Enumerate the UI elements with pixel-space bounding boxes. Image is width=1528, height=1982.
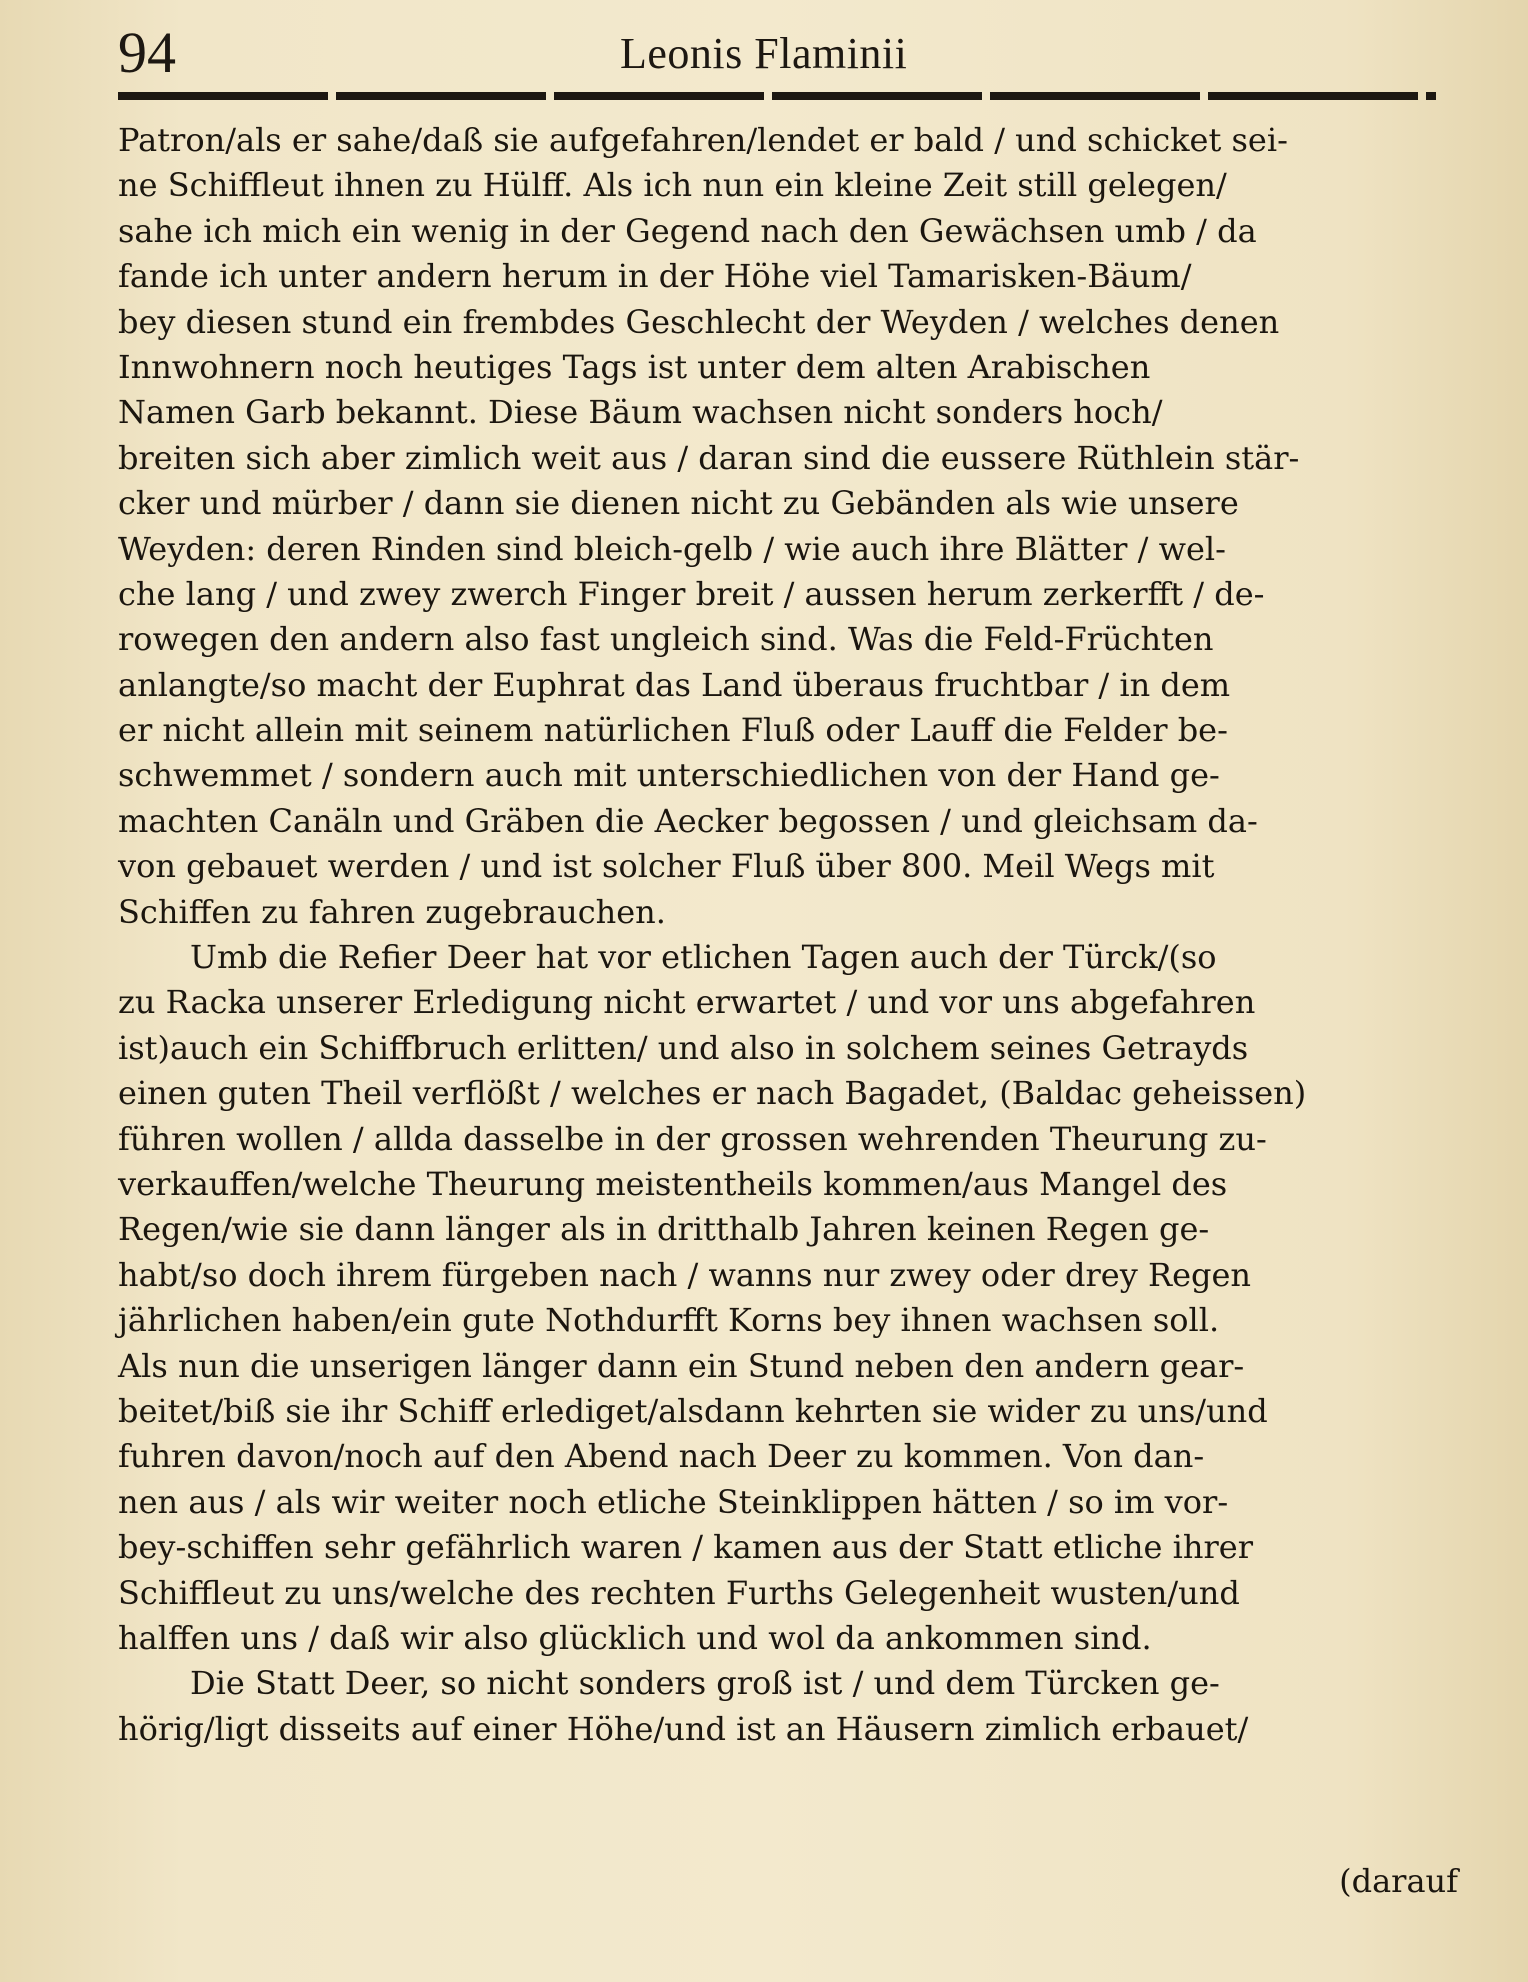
text-line: ist)auch ein Schiffbruch erlitten/ und also in solchem seines Getrayds	[118, 1028, 1249, 1067]
text-line: Innwohnern noch heutiges Tags ist unter dem alten Arabischen	[118, 347, 1151, 386]
text-line: verkauffen/welche Theurung meistentheils kommen/aus Mangel des	[118, 1164, 1228, 1203]
text-line: breiten sich aber zimlich weit aus / daran sind die eussere Rüthlein stär-	[118, 438, 1300, 477]
text-line: hörig/ligt disseits auf einer Höhe/und ist an Häusern zimlich erbauet/	[118, 1709, 1249, 1748]
text-line: habt/so doch ihrem fürgeben nach / wanns nur zwey oder drey Regen	[118, 1255, 1252, 1294]
text-line: Schiffen zu fahren zugebrauchen.	[118, 892, 666, 931]
text-line: halffen uns / daß wir also glücklich und wol da ankommen sind.	[118, 1618, 1152, 1657]
paragraph-start-line: Die Statt Deer, so nicht sonders groß ist / und dem Türcken ge-	[190, 1664, 1220, 1703]
text-line: zu Racka unserer Erledigung nicht erwartet / und vor uns abgefahren	[118, 983, 1256, 1022]
paragraph-start-line: Umb die Refier Deer hat vor etlichen Tagen auch der Türck/(so	[190, 938, 1217, 977]
text-line: anlangte/so macht der Euphrat das Land überaus fruchtbar / in dem	[118, 665, 1231, 704]
text-line: einen guten Theil verflößt / welches er nach Bagadet, (Baldac geheissen)	[118, 1074, 1307, 1113]
running-head: Leonis Flaminii	[620, 29, 908, 78]
page-number: 94	[118, 20, 176, 85]
text-line: jährlichen haben/ein gute Nothdurfft Korns bey ihnen wachsen soll.	[118, 1301, 1220, 1340]
catchword: (darauf	[1339, 1862, 1458, 1900]
text-line: sahe ich mich ein wenig in der Gegend nach den Gewächsen umb / da	[118, 211, 1257, 250]
text-line: führen wollen / allda dasselbe in der grossen wehrenden Theurung zu-	[118, 1119, 1267, 1158]
text-line: fuhren davon/noch auf den Abend nach Deer zu kommen. Von dan-	[118, 1437, 1205, 1476]
body-text	[118, 118, 1443, 1752]
page-header	[110, 20, 1450, 94]
text-line: ne Schiffleut ihnen zu Hülff. Als ich nun ein kleine Zeit still gelegen/	[118, 166, 1227, 205]
text-line: che lang / und zwey zwerch Finger breit / aussen herum zerkerfft / de-	[118, 574, 1265, 613]
text-line: von gebauet werden / und ist solcher Fluß über 800. Meil Wegs mit	[118, 847, 1215, 886]
text-line: beitet/biß sie ihr Schiff erlediget/alsdann kehrten sie wider zu uns/und	[118, 1391, 1268, 1430]
text-line: schwemmet / sondern auch mit unterschiedlichen von der Hand ge-	[118, 756, 1220, 795]
text-line: Namen Garb bekannt. Diese Bäum wachsen nicht sonders hoch/	[118, 393, 1163, 432]
text-line: cker und mürber / dann sie dienen nicht zu Gebänden als wie unsere	[118, 484, 1239, 523]
text-line: Weyden: deren Rinden sind bleich-gelb / wie auch ihre Blätter / wel-	[118, 529, 1226, 568]
text-line: machten Canäln und Gräben die Aecker begossen / und gleichsam da-	[118, 801, 1258, 840]
text-line: rowegen den andern also fast ungleich sind. Was die Feld-Früchten	[118, 620, 1214, 659]
text-line: bey diesen stund ein frembdes Geschlecht der Weyden / welches denen	[118, 302, 1280, 341]
text-line: Regen/wie sie dann länger als in dritthalb Jahren keinen Regen ge-	[118, 1210, 1210, 1249]
header-rule	[118, 92, 1436, 100]
text-line: bey-schiffen sehr gefährlich waren / kamen aus der Statt etliche ihrer	[118, 1528, 1253, 1567]
text-line: fande ich unter andern herum in der Höhe viel Tamarisken-Bäum/	[118, 257, 1192, 296]
text-line: Schiffleut zu uns/welche des rechten Furths Gelegenheit wusten/und	[118, 1573, 1240, 1612]
text-line: Als nun die unserigen länger dann ein Stund neben den andern gear-	[118, 1346, 1245, 1385]
text-line: nen aus / als wir weiter noch etliche Steinklippen hätten / so im vor-	[118, 1482, 1229, 1521]
text-line: er nicht allein mit seinem natürlichen Fluß oder Lauff die Felder be-	[118, 711, 1228, 750]
text-line: Patron/als er sahe/daß sie aufgefahren/lendet er bald / und schicket sei-	[118, 121, 1288, 159]
